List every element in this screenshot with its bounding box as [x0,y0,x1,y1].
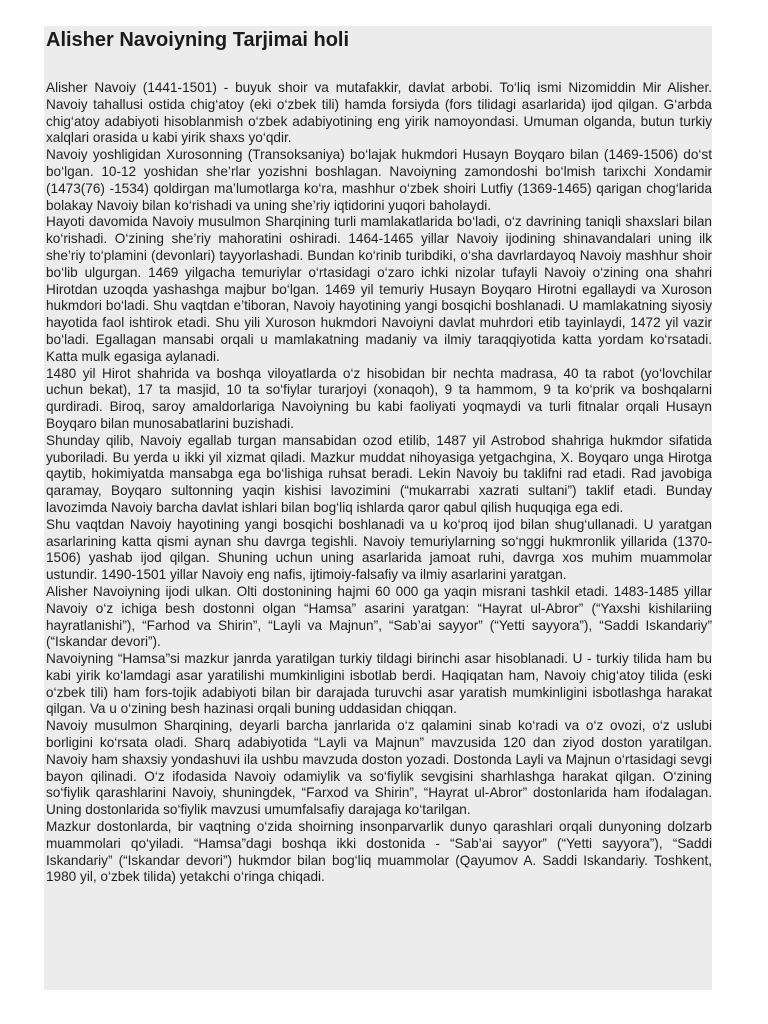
paragraph-6: Shu vaqtdan Navoiy hayotining yangi bosqichi boshlanadi va u ko‘proq ijod bilan shug‘ullanadi. U yaratgan asarlarining katta qismi aynan shu davrga tegishli. Navoiy temuriylarning so‘nggi hukmronlik yillarida (1370-1506) yashab ijod qilgan. Shuning uchun uning asarlarida jamoat ruhi, davrga xos muhim muammolar ustundir. 1490-1501 yillar Navoiy eng nafis, ijtimoiy-falsafiy va ilmiy asarlarini yaratgan. [46,516,712,583]
paragraph-7: Alisher Navoiyning ijodi ulkan. Olti dostonining hajmi 60 000 ga yaqin misrani tashkil etadi. 1483-1485 yillar Navoiy o‘z ichiga besh dostonni olgan “Hamsa” asarini yaratgan: “Hayrat ul-Abror” (“Yaxshi kishilariing hayratlanishi”), “Farhod va Shirin”, “Layli va Majnun”, “Sab’ai sayyor” (“Yetti sayyora”), “Saddi Iskandariy” (“Iskandar devori”). [46,583,712,650]
document-body [44,80,712,886]
paragraph-8: Navoiyning “Hamsa”si mazkur janrda yaratilgan turkiy tildagi birinchi asar hisoblanadi. U - turkiy tilida ham bu kabi yirik ko‘lamdagi asar yaratilishi mumkinligini isbotlab berdi. Haqiqatan ham, Navoiy chig‘atoy tilida (eski o‘zbek tili) ham fors-tojik adabiyoti bilan bir darajada turuvchi asar yaratish mumkinligini isbotlashga harakat qilgan. Va u o‘zining besh hazinasi orqali buning uddasidan chiqqan. [46,651,712,717]
paragraph-10: Mazkur dostonlarda, bir vaqtning o‘zida shoirning insonparvarlik dunyo qarashlari orqali dunyoning dolzarb muammolari qo‘yiladi. “Hamsa”dagi boshqa ikki dostonida - “Sab’ai sayyor” (“Yetti sayyora”), “Saddi Iskandariy” (“Iskandar devori”) hukmdor bilan bog‘liq muammolar (Qayumov A. Saddi Iskandariy. Toshkent, 1980 yil, o‘zbek tilida) yetakchi o‘ringa chiqadi. [46,819,712,885]
paragraph-9: Navoiy musulmon Sharqining, deyarli barcha janrlarida o‘z qalamini sinab ko‘radi va o‘z ovozi, o‘z uslubi borligini ko‘rsata oladi. Sharq adabiyotida “Layli va Majnun” mavzusida 120 dan ziyod doston yaratilgan. Navoiy ham shaxsiy yondashuvi ila ushbu mavzuda doston yozadi. Dostonda Layli va Majnun o‘rtasidagi sevgi bayon qilinadi. O‘z ifodasida Navoiy odamiylik va so‘fiylik sevgisini sharhlashga harakat qilgan. O‘zining so‘fiylik qarashlarini Navoiy, shuningdek, “Farxod va Shirin”, “Hayrat ul-Abror” dostonlarida ham ifodalagan. Uning dostonlarida so‘fiylik mavzusi umumfalsafiy darajaga ko‘tarilgan. [46,718,712,818]
paragraph-2: Navoiy yoshligidan Xurosonning (Transoksaniya) bo‘lajak hukmdori Husayn Boyqaro bilan (1469-1506) do‘st bo‘lgan. 10-12 yoshidan she’rlar yozishni boshlagan. Navoiyning zamondoshi bo‘lmish tarixchi Xondamir (1473(76) -1534) qoldirgan ma’lumotlarga ko‘ra, mashhur o‘zbek shoiri Lutfiy (1369-1465) qarigan chog‘larida bolakay Navoiy bilan ko‘rishadi va uning she’riy iqtidorini yuqori baholaydi. [46,147,712,213]
paragraph-5: Shunday qilib, Navoiy egallab turgan mansabidan ozod etilib, 1487 yil Astrobod shahriga hukmdor sifatida yuboriladi. Bu yerda u ikki yil xizmat qiladi. Mazkur muddat nihoyasiga yetgachgina, X. Boyqaro unga Hirotga qaytib, hokimiyatda mansabga ega bo‘lishiga ruhsat beradi. Lekin Navoiy bu taklifni rad etadi. Rad javobiga qaramay, Boyqaro sultonning yaqin kishisi lavozimini (“mukarrabi xazrati sultani”) taklif etadi. Bunday lavozimda Navoiy barcha davlat ishlari bilan bog‘liq ishlarda qaror qabul qilish huquqiga ega edi. [46,432,712,515]
document-page [44,26,712,990]
document-title: Alisher Navoiyning Tarjimai holi [46,29,350,51]
paragraph-4: 1480 yil Hirot shahrida va boshqa viloyatlarda o‘z hisobidan bir nechta madrasa, 40 ta rabot (yo‘lovchilar uchun bekat), 17 ta masjid, 10 ta so‘fiylar turarjoyi (xonaqoh), 9 ta hammom, 9 ta ko‘prik va boshqalarni qurdiradi. Biroq, saroy amaldorlariga Navoiyning bu kabi faoliyati yoqmaydi va turli fitnalar orqali Husayn Boyqaro bilan munosabatlarini buzishadi. [46,365,712,431]
paragraph-1: Alisher Navoiy (1441-1501) - buyuk shoir va mutafakkir, davlat arbobi. To‘liq ismi Nizomiddin Mir Alisher. Navoiy tahallusi ostida chig‘atoy (eki o‘zbek tili) hamda forsiyda (fors tilidagi asarlarida) ijod qilgan. G‘arbda chig‘atoy adabiyoti hisoblanmish o‘zbek adabiyotining eng yirik namoyondasi. Umuman olganda, butun turkiy xalqlari orasida u kabi yirik shaxs yo‘qdir. [46,80,712,146]
paragraph-3: Hayoti davomida Navoiy musulmon Sharqining turli mamlakatlarida bo‘ladi, o‘z davrining taniqli shaxslari bilan ko‘rishadi. O‘zining she’riy mahoratini oshiradi. 1464-1465 yillar Navoiy ijodining shinavandalari uning ilk she’riy to‘plamini (devonlari) tayyorlashadi. Bundan ko‘rinib turibdiki, o‘sha davrlardayoq Navoiy mashhur shoir bo‘lib ulgurgan. 1469 yilgacha temuriylar o‘rtasidagi o‘zaro ichki nizolar tufayli Navoiy o‘zining ona shahri Hirotdan uzoqda yashashga majbur bo‘lgan. 1469 yil temuriy Husayn Boyqaro Hirotni egallaydi va Xuroson hukmdori bo‘ladi. Shu vaqtdan e’tiboran, Navoiy hayotining yangi bosqichi boshlanadi. U mamlakatning siyosiy hayotida faol ishtirok etadi. Shu yili Xuroson hukmdori Navoiyni davlat muhrdori etib tayinlaydi, 1472 yil vazir bo‘ladi. Egallagan mansabi orqali u mamlakatning madaniy va ilmiy taraqqiyotida katta yordam ko‘rsatadi. Katta mulk egasiga aylanadi. [46,214,712,364]
